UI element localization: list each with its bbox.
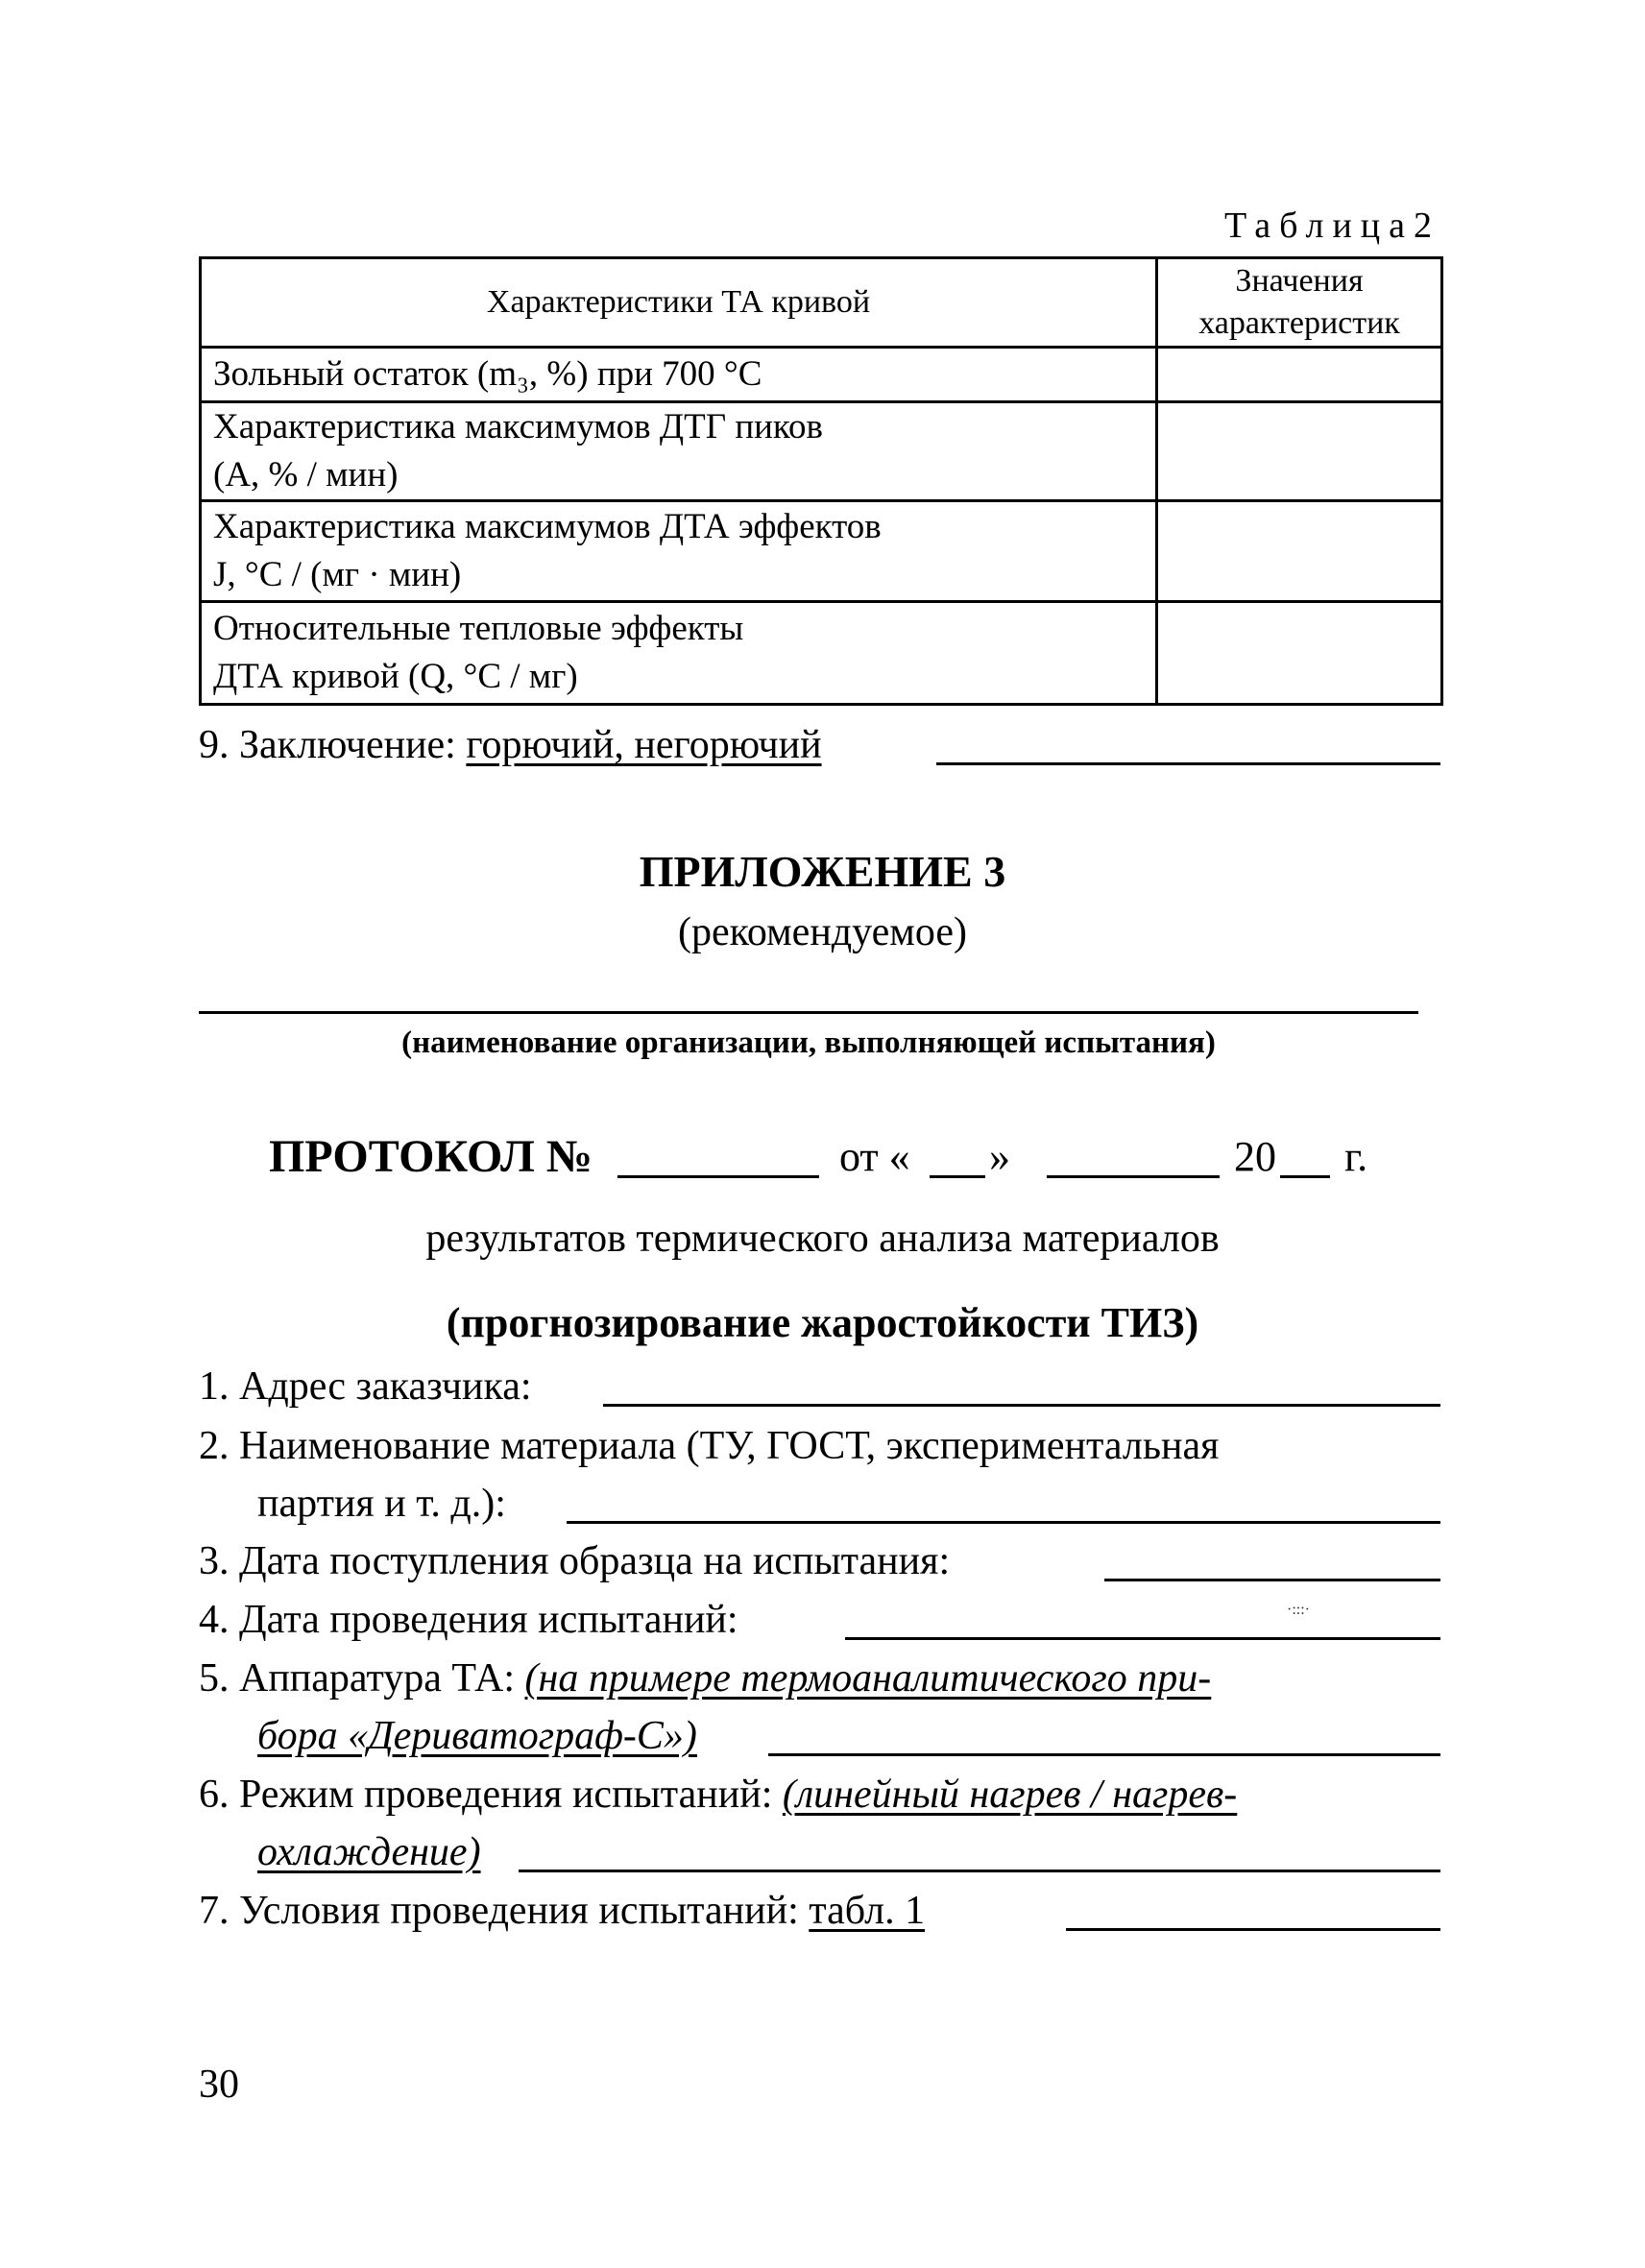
protocol-subtitle: результатов термического анализа материалов — [425, 1217, 1220, 1261]
protocol-title: ПРОТОКОЛ № — [269, 1131, 593, 1182]
equipment-value-cont: бора «Дериватограф-С») — [257, 1714, 697, 1758]
row-label: Характеристика максимумов ДТГ пиков (А, % / мин) — [201, 402, 1157, 501]
protocol-year-field[interactable] — [1280, 1175, 1330, 1178]
table-row — [201, 501, 1442, 602]
item-receipt-date-label: 3. Дата поступления образца на испытания: — [199, 1539, 951, 1583]
value-cell[interactable] — [1157, 348, 1442, 402]
test-conditions-value: табл. 1 — [809, 1889, 926, 1933]
item-customer-address-label: 1. Адрес заказчика: — [199, 1364, 532, 1409]
conclusion-value: горючий, негорючий — [466, 723, 822, 767]
organization-caption: (наименование организации, выполняющей испытания) — [401, 1025, 1216, 1060]
item-test-conditions-line — [199, 1886, 925, 1936]
equipment-label: 5. Аппаратура ТА: — [199, 1656, 525, 1701]
material-name-field[interactable] — [567, 1521, 1440, 1524]
item-equipment-line — [199, 1653, 1211, 1703]
appendix-subtitle: (рекомендуемое) — [678, 910, 967, 954]
protocol-subtitle-bold: (прогнозирование жаростойкости ТИЗ) — [446, 1299, 1199, 1346]
value-cell[interactable] — [1157, 402, 1442, 501]
organization-name-field[interactable] — [199, 1011, 1418, 1014]
protocol-year-prefix: 20 — [1234, 1133, 1276, 1180]
characteristics-table — [199, 256, 1443, 706]
row-label: Зольный остаток (m₃, %) при 700 °С — [201, 348, 1157, 402]
table-row — [201, 348, 1442, 402]
item-material-name-label-cont: партия и т. д.): — [257, 1482, 506, 1526]
equipment-fill-line — [768, 1753, 1440, 1756]
receipt-date-field[interactable] — [1104, 1579, 1440, 1581]
row-label: Характеристика максимумов ДТА эффектов J, °С / (мг · мин) — [201, 501, 1157, 602]
page-number: 30 — [199, 2063, 239, 2107]
item-material-name-label: 2. Наименование материала (ТУ, ГОСТ, экспериментальная — [199, 1424, 1220, 1468]
protocol-number-field[interactable] — [617, 1175, 819, 1178]
value-cell[interactable] — [1157, 501, 1442, 602]
protocol-from: от « — [839, 1133, 910, 1180]
table-row — [201, 402, 1442, 501]
conclusion-line — [199, 720, 822, 770]
item-equipment-line-cont — [257, 1711, 697, 1761]
value-cell[interactable] — [1157, 602, 1442, 705]
protocol-quote-close: » — [989, 1133, 1010, 1180]
protocol-day-field[interactable] — [930, 1175, 985, 1178]
item-test-mode-line — [199, 1770, 1237, 1820]
header-characteristics: Характеристики ТА кривой — [201, 258, 1157, 348]
table-caption: Таблица2 — [1223, 205, 1440, 246]
protocol-year-suffix: г. — [1344, 1133, 1368, 1180]
conclusion-fill-line — [936, 762, 1440, 765]
test-mode-value: (линейный нагрев / нагрев- — [782, 1773, 1238, 1817]
test-mode-label: 6. Режим проведения испытаний: — [199, 1773, 783, 1817]
item-test-mode-line-cont — [257, 1827, 481, 1877]
test-date-field[interactable] — [845, 1637, 1440, 1640]
header-values: Значения характеристик — [1157, 258, 1442, 348]
table-header-row — [201, 258, 1442, 348]
conclusion-label: 9. Заключение: — [199, 723, 467, 767]
item-test-date-label: 4. Дата проведения испытаний: — [199, 1598, 738, 1642]
equipment-value: (на примере термоаналитического при- — [524, 1656, 1212, 1701]
test-mode-value-cont: охлаждение) — [257, 1830, 481, 1874]
test-mode-fill-line — [519, 1870, 1440, 1872]
protocol-month-field[interactable] — [1047, 1175, 1220, 1178]
test-conditions-fill-line — [1066, 1928, 1440, 1931]
customer-address-field[interactable] — [603, 1404, 1440, 1407]
appendix-title: ПРИЛОЖЕНИЕ 3 — [639, 847, 1006, 896]
scan-artifact-mark: ·:::· — [1287, 1602, 1310, 1618]
table-row — [201, 602, 1442, 705]
test-conditions-label: 7. Условия проведения испытаний: — [199, 1889, 810, 1933]
row-label: Относительные тепловые эффекты ДТА кривой (Q, °С / мг) — [201, 602, 1157, 705]
